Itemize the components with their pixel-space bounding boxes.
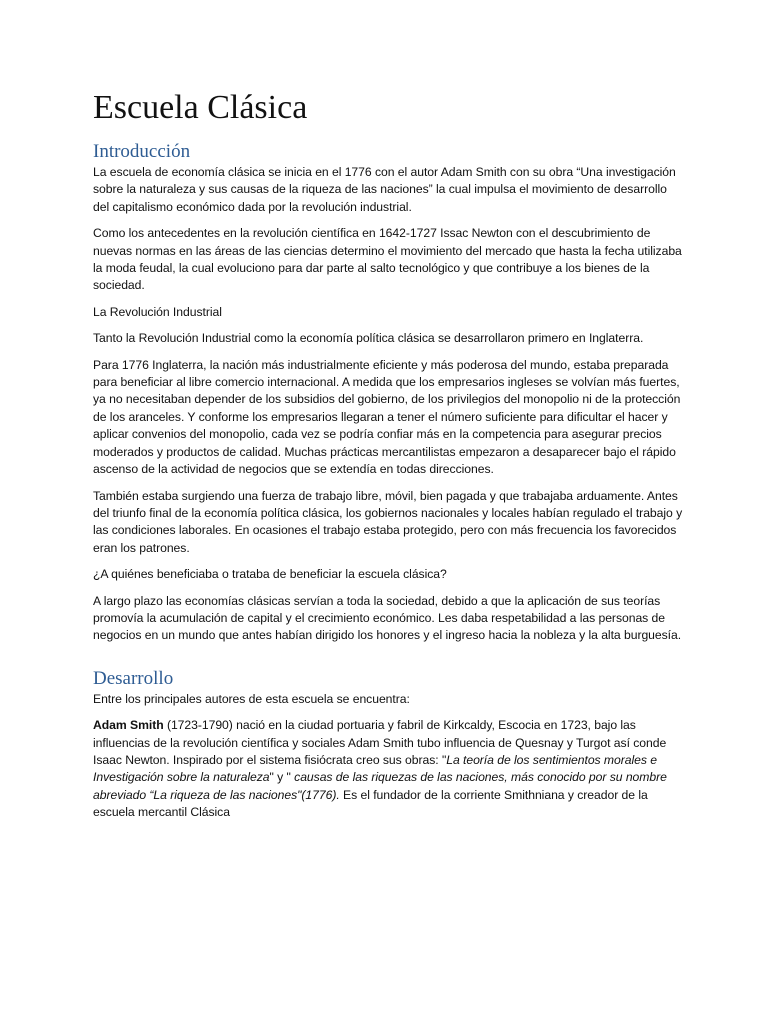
author-text-1: (1723-1790) nació en la ciudad portuaria y fabril de Kirkcaldy, Escocia en 1723, bajo las influencias de la revolución científica y sociales Adam Smith tubo influencia de Quesnay y Turgot así conde Isaac Newton. Inspirado por el sistema fisiócrata creo sus obras: " [93,718,667,767]
paragraph-adam-smith [93,717,683,821]
page-title: Escuela Clásica [93,89,308,126]
paragraph-question: ¿A quiénes beneficiaba o trataba de beneficiar la escuela clásica? [93,567,447,582]
work-title-1: La teoría de los sentimientos morales e Investigación sobre la naturaleza [93,752,657,785]
paragraph-revolucion-title: La Revolución Industrial [93,304,222,319]
document-body [93,86,683,831]
paragraph-intro-4: Tanto la Revolución Industrial como la economía política clásica se desarrollaron primero en Inglaterra. [93,331,644,346]
heading-desarrollo: Desarrollo [93,667,174,689]
author-text-3: Es el fundador de la corriente Smithniana y creador de la escuela mercantil Clásica [93,787,648,820]
paragraph-intro-5: Para 1776 Inglaterra, la nación más industrialmente eficiente y más poderosa del mundo, estaba preparada para beneficiar al libre comercio internacional. A medida que los empresarios ingleses se volvían más fuertes, ya no necesitaban depender de los subsidios del gobierno, de los privilegios del monopolio ni de la protección de los aranceles. Y conforme los empresarios llegaran a tener el número suficiente para dificultar el hacer y aplicar convenios del monopolio, cada vez se podría confiar más en la competencia para asegurar precios moderados y productos de calidad. Muchas prácticas mercantilistas empezaron a desaparecer bajo el rápido ascenso de la actividad de negocios que se extendía en todas direcciones. [93,357,681,477]
paragraph-intro-2: Como los antecedentes en la revolución científica en 1642-1727 Issac Newton con el descubrimiento de nuevas normas en las áreas de las ciencias determino el movimiento del mercado que hasta la fecha utilizaba la moda feudal, la cual evoluciono para dar parte al salto tecnológico y que contribuye a los bienes de la sociedad. [93,226,682,293]
paragraph-intro-6: También estaba surgiendo una fuerza de trabajo libre, móvil, bien pagada y que trabajaba arduamente. Antes del triunfo final de la economía política clásica, los gobiernos nacionales y locales habían regulado el trabajo y las condiciones laborales. En ocasiones el trabajo estaba protegido, pero con más frecuencia los favorecidos eran los patrones. [93,488,683,555]
paragraph-intro-8: A largo plazo las economías clásicas servían a toda la sociedad, debido a que la aplicación de sus teorías promovía la acumulación de capital y el crecimiento económico. Les daba respetabilidad a las personas de negocios en un mundo que antes habían dirigido los honores y el ingreso hacia la nobleza y la alta burguesía. [93,593,682,643]
author-name: Adam Smith [93,718,164,733]
work-title-2: causas de las riquezas de las naciones, más conocido por su nombre abreviado “La riqueza de las naciones"(1776). [93,770,667,802]
author-text-2: " y " [269,770,295,785]
paragraph-intro-1: La escuela de economía clásica se inicia en el 1776 con el autor Adam Smith con su obra “Una investigación sobre la naturaleza y sus causas de la riqueza de las naciones” la cual impulsa el movimiento de desarrollo del capitalismo económico dada por la revolución industrial. [93,165,676,214]
paragraph-dev-1: Entre los principales autores de esta escuela se encuentra: [93,691,410,706]
heading-introduccion: Introducción [93,141,191,162]
